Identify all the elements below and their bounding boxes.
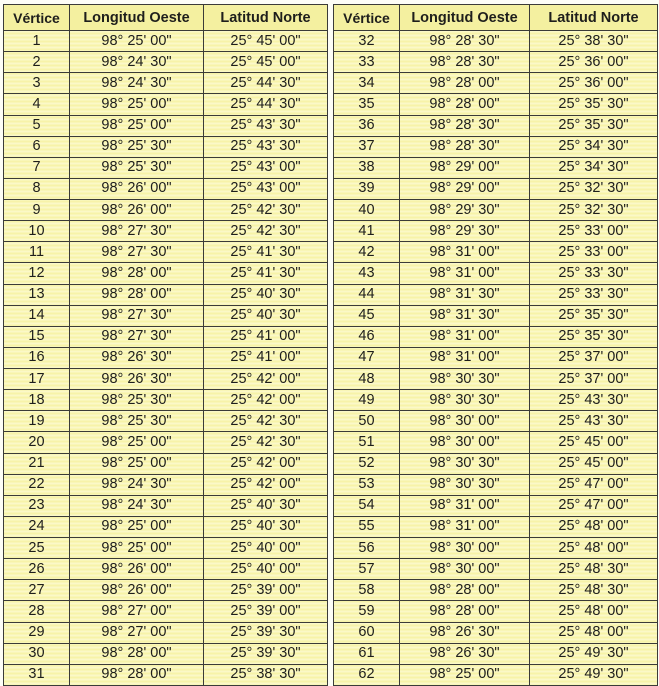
longitude-cell: 98° 28' 30" xyxy=(400,31,530,52)
latitude-cell: 25° 38' 30" xyxy=(530,31,658,52)
table-row xyxy=(4,136,328,157)
vertex-cell: 29 xyxy=(4,622,70,643)
vertex-cell: 13 xyxy=(4,284,70,305)
vertex-cell: 35 xyxy=(334,94,400,115)
table-row xyxy=(334,200,658,221)
table-row xyxy=(4,474,328,495)
longitude-cell: 98° 29' 00" xyxy=(400,157,530,178)
latitude-cell: 25° 35' 30" xyxy=(530,326,658,347)
vertex-cell: 55 xyxy=(334,516,400,537)
table-row xyxy=(334,326,658,347)
table-row xyxy=(334,305,658,326)
vertex-cell: 37 xyxy=(334,136,400,157)
longitude-cell: 98° 28' 00" xyxy=(70,643,204,664)
vertex-cell: 62 xyxy=(334,664,400,685)
vertex-cell: 26 xyxy=(4,559,70,580)
table-row xyxy=(334,559,658,580)
table-row xyxy=(4,52,328,73)
table-row xyxy=(4,157,328,178)
latitude-cell: 25° 48' 00" xyxy=(530,538,658,559)
latitude-cell: 25° 42' 00" xyxy=(204,390,328,411)
latitude-cell: 25° 35' 30" xyxy=(530,305,658,326)
vertex-cell: 8 xyxy=(4,178,70,199)
latitude-cell: 25° 32' 30" xyxy=(530,178,658,199)
table-row xyxy=(4,73,328,94)
latitude-cell: 25° 40' 30" xyxy=(204,284,328,305)
vertex-cell: 25 xyxy=(4,538,70,559)
longitude-cell: 98° 28' 00" xyxy=(400,601,530,622)
longitude-cell: 98° 28' 00" xyxy=(70,263,204,284)
vertex-cell: 46 xyxy=(334,326,400,347)
latitude-cell: 25° 43' 30" xyxy=(204,115,328,136)
table-row xyxy=(334,94,658,115)
table-row xyxy=(334,601,658,622)
vertex-cell: 17 xyxy=(4,369,70,390)
latitude-cell: 25° 34' 30" xyxy=(530,157,658,178)
longitude-cell: 98° 31' 00" xyxy=(400,263,530,284)
longitude-cell: 98° 25' 00" xyxy=(400,664,530,685)
latitude-cell: 25° 38' 30" xyxy=(204,664,328,685)
longitude-cell: 98° 25' 00" xyxy=(70,115,204,136)
vertex-cell: 28 xyxy=(4,601,70,622)
latitude-cell: 25° 48' 30" xyxy=(530,559,658,580)
longitude-cell: 98° 25' 30" xyxy=(70,157,204,178)
longitude-cell: 98° 28' 00" xyxy=(400,73,530,94)
longitude-cell: 98° 27' 00" xyxy=(70,601,204,622)
header-latitude: Latitud Norte xyxy=(530,5,658,31)
latitude-cell: 25° 42' 00" xyxy=(204,474,328,495)
latitude-cell: 25° 49' 30" xyxy=(530,664,658,685)
vertex-cell: 49 xyxy=(334,390,400,411)
table-row xyxy=(334,284,658,305)
vertex-cell: 23 xyxy=(4,495,70,516)
vertex-cell: 21 xyxy=(4,453,70,474)
latitude-cell: 25° 42' 00" xyxy=(204,453,328,474)
longitude-cell: 98° 28' 30" xyxy=(400,115,530,136)
table-row xyxy=(4,369,328,390)
latitude-cell: 25° 36' 00" xyxy=(530,73,658,94)
longitude-cell: 98° 25' 30" xyxy=(70,390,204,411)
table-row xyxy=(4,284,328,305)
latitude-cell: 25° 43' 00" xyxy=(204,157,328,178)
vertex-cell: 56 xyxy=(334,538,400,559)
table-row xyxy=(334,432,658,453)
latitude-cell: 25° 35' 30" xyxy=(530,94,658,115)
header-longitude: Longitud Oeste xyxy=(70,5,204,31)
table-body-right xyxy=(334,31,658,686)
longitude-cell: 98° 26' 30" xyxy=(400,622,530,643)
latitude-cell: 25° 33' 30" xyxy=(530,263,658,284)
latitude-cell: 25° 34' 30" xyxy=(530,136,658,157)
table-row xyxy=(4,263,328,284)
table-row xyxy=(334,263,658,284)
table-row xyxy=(4,622,328,643)
vertex-cell: 31 xyxy=(4,664,70,685)
vertex-cell: 59 xyxy=(334,601,400,622)
longitude-cell: 98° 30' 00" xyxy=(400,538,530,559)
latitude-cell: 25° 40' 30" xyxy=(204,495,328,516)
latitude-cell: 25° 42' 30" xyxy=(204,221,328,242)
latitude-cell: 25° 37' 00" xyxy=(530,369,658,390)
table-row xyxy=(4,305,328,326)
vertex-cell: 30 xyxy=(4,643,70,664)
longitude-cell: 98° 31' 00" xyxy=(400,495,530,516)
table-row xyxy=(4,601,328,622)
table-row xyxy=(334,495,658,516)
table-row xyxy=(4,538,328,559)
latitude-cell: 25° 39' 00" xyxy=(204,601,328,622)
vertex-cell: 2 xyxy=(4,52,70,73)
vertex-cell: 50 xyxy=(334,411,400,432)
header-latitude: Latitud Norte xyxy=(204,5,328,31)
longitude-cell: 98° 30' 00" xyxy=(400,432,530,453)
table-header-row xyxy=(334,5,658,31)
vertex-cell: 36 xyxy=(334,115,400,136)
longitude-cell: 98° 30' 30" xyxy=(400,369,530,390)
vertex-cell: 18 xyxy=(4,390,70,411)
latitude-cell: 25° 36' 00" xyxy=(530,52,658,73)
longitude-cell: 98° 31' 30" xyxy=(400,284,530,305)
longitude-cell: 98° 30' 30" xyxy=(400,474,530,495)
longitude-cell: 98° 28' 00" xyxy=(400,94,530,115)
longitude-cell: 98° 25' 00" xyxy=(70,94,204,115)
longitude-cell: 98° 27' 30" xyxy=(70,242,204,263)
vertex-cell: 61 xyxy=(334,643,400,664)
vertex-cell: 20 xyxy=(4,432,70,453)
longitude-cell: 98° 26' 30" xyxy=(400,643,530,664)
longitude-cell: 98° 25' 30" xyxy=(70,136,204,157)
table-row xyxy=(334,115,658,136)
longitude-cell: 98° 27' 30" xyxy=(70,326,204,347)
table-row xyxy=(334,242,658,263)
longitude-cell: 98° 28' 00" xyxy=(70,284,204,305)
table-row xyxy=(334,622,658,643)
longitude-cell: 98° 31' 00" xyxy=(400,326,530,347)
table-row xyxy=(334,73,658,94)
longitude-cell: 98° 31' 30" xyxy=(400,305,530,326)
longitude-cell: 98° 25' 00" xyxy=(70,31,204,52)
vertex-cell: 52 xyxy=(334,453,400,474)
table-row xyxy=(4,94,328,115)
vertex-cell: 3 xyxy=(4,73,70,94)
longitude-cell: 98° 30' 30" xyxy=(400,453,530,474)
vertex-cell: 60 xyxy=(334,622,400,643)
vertex-cell: 47 xyxy=(334,347,400,368)
table-body-left xyxy=(4,31,328,686)
longitude-cell: 98° 25' 00" xyxy=(70,432,204,453)
latitude-cell: 25° 41' 00" xyxy=(204,347,328,368)
vertex-cell: 9 xyxy=(4,200,70,221)
table-row xyxy=(334,157,658,178)
latitude-cell: 25° 42' 00" xyxy=(204,369,328,390)
latitude-cell: 25° 39' 30" xyxy=(204,622,328,643)
latitude-cell: 25° 48' 00" xyxy=(530,601,658,622)
latitude-cell: 25° 37' 00" xyxy=(530,347,658,368)
longitude-cell: 98° 31' 00" xyxy=(400,242,530,263)
latitude-cell: 25° 40' 30" xyxy=(204,305,328,326)
vertex-cell: 24 xyxy=(4,516,70,537)
latitude-cell: 25° 33' 00" xyxy=(530,221,658,242)
table-row xyxy=(334,178,658,199)
vertex-cell: 44 xyxy=(334,284,400,305)
table-row xyxy=(334,411,658,432)
table-row xyxy=(334,643,658,664)
vertex-cell: 51 xyxy=(334,432,400,453)
vertex-cell: 12 xyxy=(4,263,70,284)
latitude-cell: 25° 41' 00" xyxy=(204,326,328,347)
vertex-cell: 10 xyxy=(4,221,70,242)
latitude-cell: 25° 44' 30" xyxy=(204,94,328,115)
latitude-cell: 25° 42' 30" xyxy=(204,432,328,453)
longitude-cell: 98° 24' 30" xyxy=(70,474,204,495)
longitude-cell: 98° 24' 30" xyxy=(70,73,204,94)
vertex-cell: 14 xyxy=(4,305,70,326)
latitude-cell: 25° 41' 30" xyxy=(204,263,328,284)
table-row xyxy=(4,411,328,432)
longitude-cell: 98° 25' 00" xyxy=(70,516,204,537)
vertex-cell: 27 xyxy=(4,580,70,601)
table-header-row xyxy=(4,5,328,31)
latitude-cell: 25° 44' 30" xyxy=(204,73,328,94)
latitude-cell: 25° 43' 30" xyxy=(204,136,328,157)
latitude-cell: 25° 43' 30" xyxy=(530,411,658,432)
longitude-cell: 98° 27' 30" xyxy=(70,221,204,242)
table-row xyxy=(4,200,328,221)
latitude-cell: 25° 43' 00" xyxy=(204,178,328,199)
table-row xyxy=(4,221,328,242)
vertex-cell: 54 xyxy=(334,495,400,516)
longitude-cell: 98° 29' 30" xyxy=(400,200,530,221)
longitude-cell: 98° 24' 30" xyxy=(70,495,204,516)
latitude-cell: 25° 41' 30" xyxy=(204,242,328,263)
vertex-cell: 48 xyxy=(334,369,400,390)
longitude-cell: 98° 29' 30" xyxy=(400,221,530,242)
longitude-cell: 98° 28' 00" xyxy=(400,580,530,601)
latitude-cell: 25° 45' 00" xyxy=(204,31,328,52)
latitude-cell: 25° 48' 30" xyxy=(530,580,658,601)
vertex-cell: 32 xyxy=(334,31,400,52)
vertex-cell: 22 xyxy=(4,474,70,495)
vertex-cell: 39 xyxy=(334,178,400,199)
longitude-cell: 98° 27' 00" xyxy=(70,622,204,643)
latitude-cell: 25° 40' 00" xyxy=(204,559,328,580)
vertex-cell: 19 xyxy=(4,411,70,432)
table-row xyxy=(334,136,658,157)
table-row xyxy=(4,559,328,580)
table-row xyxy=(4,242,328,263)
longitude-cell: 98° 25' 30" xyxy=(70,411,204,432)
vertex-cell: 45 xyxy=(334,305,400,326)
latitude-cell: 25° 42' 30" xyxy=(204,411,328,432)
vertex-cell: 33 xyxy=(334,52,400,73)
vertex-cell: 34 xyxy=(334,73,400,94)
longitude-cell: 98° 28' 30" xyxy=(400,136,530,157)
vertex-cell: 53 xyxy=(334,474,400,495)
longitude-cell: 98° 26' 00" xyxy=(70,559,204,580)
latitude-cell: 25° 35' 30" xyxy=(530,115,658,136)
vertex-table-left xyxy=(3,4,328,686)
vertex-cell: 7 xyxy=(4,157,70,178)
table-row xyxy=(334,516,658,537)
longitude-cell: 98° 30' 30" xyxy=(400,390,530,411)
vertex-cell: 42 xyxy=(334,242,400,263)
vertex-cell: 43 xyxy=(334,263,400,284)
vertex-cell: 15 xyxy=(4,326,70,347)
vertex-cell: 4 xyxy=(4,94,70,115)
table-row xyxy=(334,474,658,495)
latitude-cell: 25° 33' 00" xyxy=(530,242,658,263)
longitude-cell: 98° 31' 00" xyxy=(400,347,530,368)
latitude-cell: 25° 39' 00" xyxy=(204,580,328,601)
table-row xyxy=(4,664,328,685)
table-row xyxy=(4,31,328,52)
vertex-cell: 38 xyxy=(334,157,400,178)
vertex-cell: 57 xyxy=(334,559,400,580)
longitude-cell: 98° 24' 30" xyxy=(70,52,204,73)
vertex-table-right xyxy=(333,4,658,686)
latitude-cell: 25° 39' 30" xyxy=(204,643,328,664)
longitude-cell: 98° 31' 00" xyxy=(400,516,530,537)
latitude-cell: 25° 47' 00" xyxy=(530,474,658,495)
latitude-cell: 25° 48' 00" xyxy=(530,516,658,537)
vertex-cell: 6 xyxy=(4,136,70,157)
table-row xyxy=(4,178,328,199)
header-vertex: Vértice xyxy=(4,5,70,31)
vertex-cell: 5 xyxy=(4,115,70,136)
table-row xyxy=(334,221,658,242)
table-row xyxy=(4,453,328,474)
latitude-cell: 25° 49' 30" xyxy=(530,643,658,664)
longitude-cell: 98° 28' 00" xyxy=(70,664,204,685)
longitude-cell: 98° 25' 00" xyxy=(70,538,204,559)
longitude-cell: 98° 26' 00" xyxy=(70,178,204,199)
longitude-cell: 98° 30' 00" xyxy=(400,411,530,432)
longitude-cell: 98° 26' 00" xyxy=(70,200,204,221)
table-row xyxy=(4,495,328,516)
table-row xyxy=(334,453,658,474)
latitude-cell: 25° 45' 00" xyxy=(530,432,658,453)
table-row xyxy=(334,580,658,601)
vertex-cell: 1 xyxy=(4,31,70,52)
latitude-cell: 25° 42' 30" xyxy=(204,200,328,221)
table-row xyxy=(334,390,658,411)
vertex-cell: 41 xyxy=(334,221,400,242)
table-row xyxy=(4,115,328,136)
latitude-cell: 25° 45' 00" xyxy=(530,453,658,474)
table-row xyxy=(4,347,328,368)
table-row xyxy=(4,390,328,411)
table-row xyxy=(334,31,658,52)
table-row xyxy=(334,369,658,390)
table-row xyxy=(4,516,328,537)
latitude-cell: 25° 43' 30" xyxy=(530,390,658,411)
latitude-cell: 25° 45' 00" xyxy=(204,52,328,73)
longitude-cell: 98° 25' 00" xyxy=(70,453,204,474)
longitude-cell: 98° 28' 30" xyxy=(400,52,530,73)
latitude-cell: 25° 40' 00" xyxy=(204,538,328,559)
table-row xyxy=(334,664,658,685)
latitude-cell: 25° 40' 30" xyxy=(204,516,328,537)
longitude-cell: 98° 30' 00" xyxy=(400,559,530,580)
table-row xyxy=(4,643,328,664)
longitude-cell: 98° 29' 00" xyxy=(400,178,530,199)
longitude-cell: 98° 26' 30" xyxy=(70,369,204,390)
header-longitude: Longitud Oeste xyxy=(400,5,530,31)
vertex-cell: 40 xyxy=(334,200,400,221)
latitude-cell: 25° 33' 30" xyxy=(530,284,658,305)
table-row xyxy=(4,580,328,601)
latitude-cell: 25° 47' 00" xyxy=(530,495,658,516)
longitude-cell: 98° 26' 00" xyxy=(70,580,204,601)
vertex-cell: 58 xyxy=(334,580,400,601)
latitude-cell: 25° 48' 00" xyxy=(530,622,658,643)
table-row xyxy=(334,52,658,73)
longitude-cell: 98° 26' 30" xyxy=(70,347,204,368)
vertex-cell: 16 xyxy=(4,347,70,368)
vertex-cell: 11 xyxy=(4,242,70,263)
table-row xyxy=(4,432,328,453)
table-row xyxy=(334,347,658,368)
table-row xyxy=(4,326,328,347)
longitude-cell: 98° 27' 30" xyxy=(70,305,204,326)
header-vertex: Vértice xyxy=(334,5,400,31)
latitude-cell: 25° 32' 30" xyxy=(530,200,658,221)
table-row xyxy=(334,538,658,559)
